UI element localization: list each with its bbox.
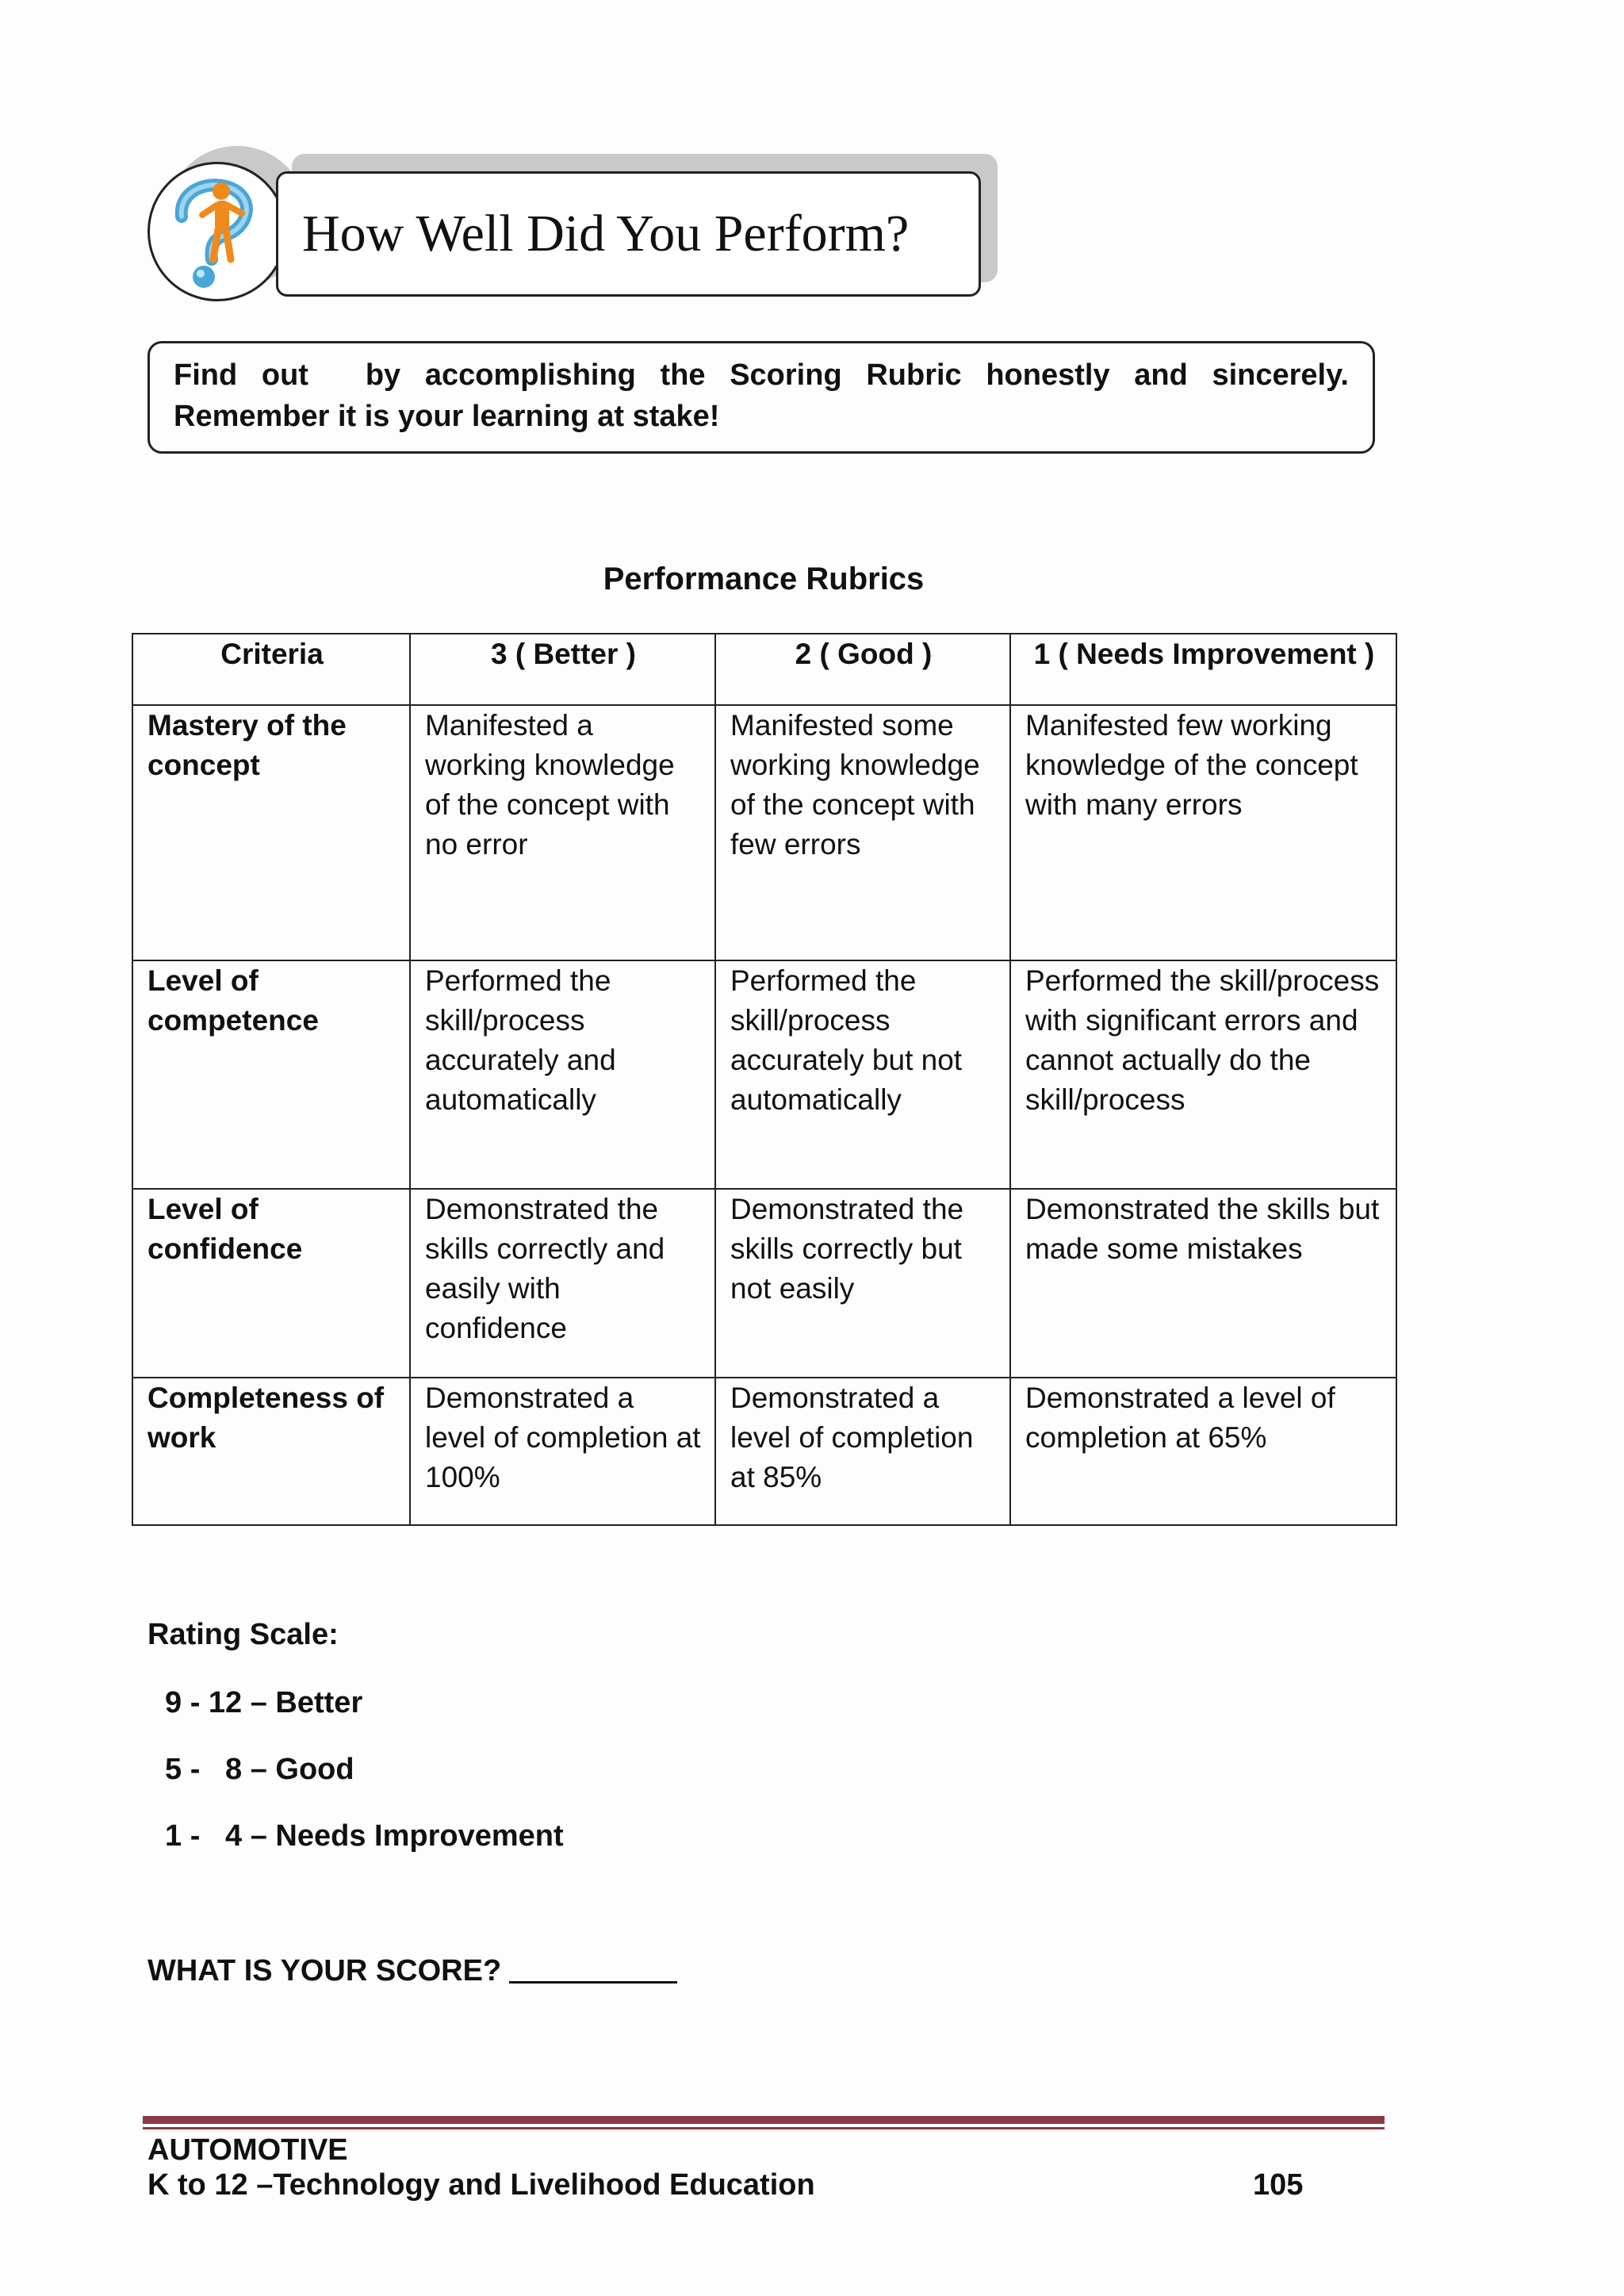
- instruction-word: accomplishing: [424, 358, 636, 392]
- score-blank-field[interactable]: [509, 1953, 677, 1984]
- instruction-word: Scoring: [730, 358, 842, 392]
- instruction-line-1: [174, 355, 1349, 396]
- better-cell: Performed the skill/process accurately and automatically: [410, 960, 715, 1189]
- instruction-word: sincerely.: [1212, 358, 1349, 392]
- instruction-line-2: Remember it is your learning at stake!: [174, 400, 720, 433]
- column-header-good: 2 ( Good ): [715, 634, 1010, 705]
- footer-course: K to 12 –Technology and Livelihood Education: [147, 2168, 815, 2202]
- page-number: 105: [1253, 2168, 1304, 2202]
- instruction-word: and: [1134, 358, 1188, 392]
- table-row: [132, 1378, 1396, 1525]
- criteria-cell: Mastery of the concept: [132, 705, 410, 960]
- banner-icon-frame: [147, 162, 287, 301]
- table-header-row: [132, 634, 1396, 705]
- instruction-word: honestly: [986, 358, 1110, 392]
- instruction-word: Find: [174, 358, 238, 392]
- rubric-table: [132, 633, 1397, 1526]
- instruction-word: by: [365, 358, 401, 392]
- page-title: How Well Did You Perform?: [302, 205, 910, 263]
- footer-rule: [143, 2116, 1385, 2124]
- criteria-cell: Level of confidence: [132, 1189, 410, 1378]
- needs-improvement-cell: Manifested few working knowledge of the concept with many errors: [1010, 705, 1396, 960]
- needs-improvement-cell: Demonstrated the skills but made some mistakes: [1010, 1189, 1396, 1378]
- good-cell: Manifested some working knowledge of the concept with few errors: [715, 705, 1010, 960]
- good-cell: Demonstrated the skills correctly but not easily: [715, 1189, 1010, 1378]
- rating-scale-item: 1 - 4 – Needs Improvement: [165, 1819, 564, 1853]
- table-row: [132, 705, 1396, 960]
- question-mark-figure-icon: [158, 171, 277, 294]
- rubric-title: Performance Rubrics: [603, 562, 925, 596]
- needs-improvement-cell: Performed the skill/process with significant errors and cannot actually do the skill/process: [1010, 960, 1396, 1189]
- instruction-word: out: [261, 358, 308, 392]
- needs-improvement-cell: Demonstrated a level of completion at 65%: [1010, 1378, 1396, 1525]
- better-cell: Manifested a working knowledge of the concept with no error: [410, 705, 715, 960]
- instruction-word: the: [660, 358, 706, 392]
- score-label: WHAT IS YOUR SCORE?: [147, 1954, 502, 1987]
- instruction-gap: [333, 355, 342, 396]
- better-cell: Demonstrated a level of completion at 100%: [410, 1378, 715, 1525]
- column-header-needs-improvement: 1 ( Needs Improvement ): [1010, 634, 1396, 705]
- better-cell: Demonstrated the skills correctly and easily with confidence: [410, 1189, 715, 1378]
- footer-subject: AUTOMOTIVE: [147, 2133, 348, 2167]
- rating-scale-heading: Rating Scale:: [147, 1618, 339, 1651]
- score-prompt: [147, 1953, 677, 1988]
- good-cell: Performed the skill/process accurately but not automatically: [715, 960, 1010, 1189]
- column-header-criteria: Criteria: [132, 634, 410, 705]
- criteria-cell: Completeness of work: [132, 1378, 410, 1525]
- rating-scale-item: 9 - 12 – Better: [165, 1686, 363, 1719]
- table-row: [132, 960, 1396, 1189]
- rating-scale-item: 5 - 8 – Good: [165, 1753, 354, 1786]
- footer-rule-thin: [143, 2127, 1385, 2129]
- instruction-word: Rubric: [866, 358, 962, 392]
- instruction-box: [147, 341, 1375, 454]
- table-row: [132, 1189, 1396, 1378]
- good-cell: Demonstrated a level of completion at 85%: [715, 1378, 1010, 1525]
- column-header-better: 3 ( Better ): [410, 634, 715, 705]
- header-banner: [276, 171, 981, 297]
- criteria-cell: Level of competence: [132, 960, 410, 1189]
